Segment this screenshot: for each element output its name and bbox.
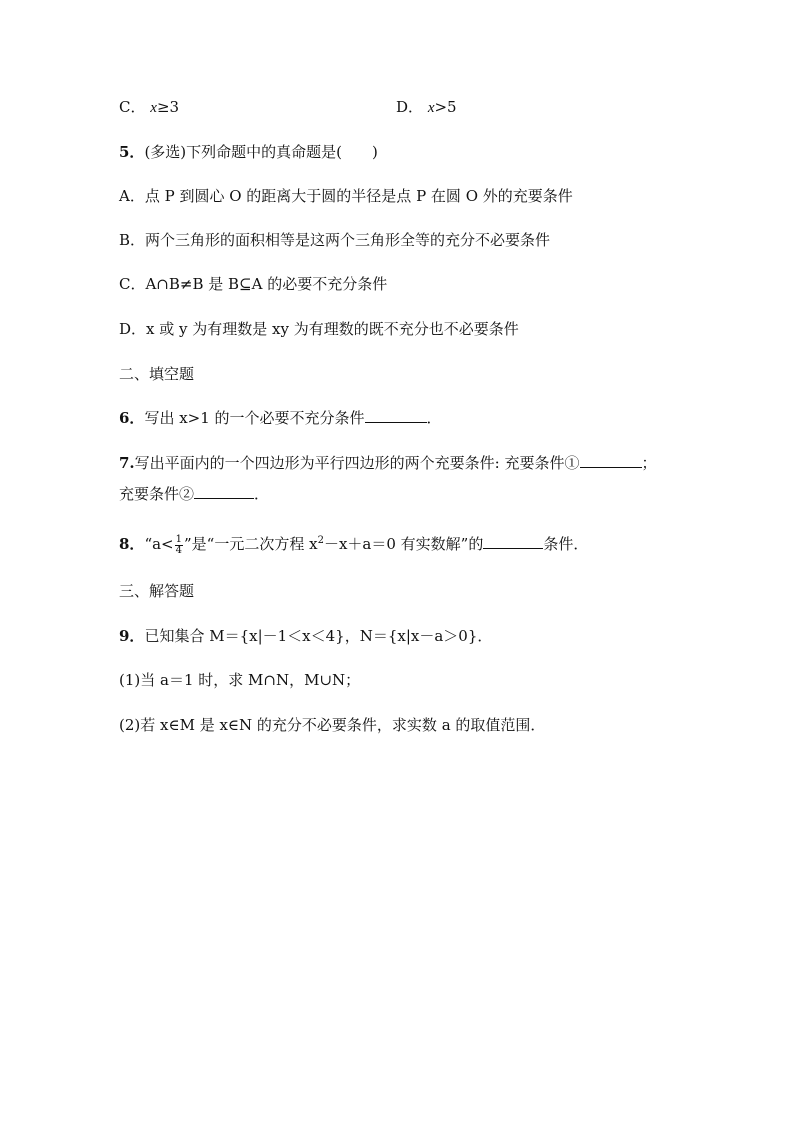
q9-part-1: (1)当 a＝1 时，求 M∩N，M∪N； — [119, 671, 361, 689]
q7-answer-blank-1[interactable] — [580, 453, 642, 468]
fraction-one-quarter: $\frac{1}{4}$ — [175, 533, 182, 556]
q5-option-a: A．点 P 到圆心 O 的距离大于圆的半径是点 P 在圆 O 外的充要条件 — [119, 187, 573, 205]
q6-answer-blank[interactable] — [365, 408, 427, 423]
q5-option-d: D．x 或 y 为有理数是 xy 为有理数的既不充分也不必要条件 — [119, 320, 519, 338]
q7-line2: 充要条件② ． — [119, 485, 270, 503]
q9-part-2: (2)若 x∈M 是 x∈N 的充分不必要条件，求实数 a 的取值范围． — [119, 716, 546, 734]
q5-number: 5． — [119, 143, 145, 161]
q5-option-c: C．A∩B≠B 是 B⊆A 的必要不充分条件 — [119, 275, 388, 293]
q8: 8．“a< $\frac{1}{4}$ ”是“一元二次方程 $x^2-x+a=0$ 有实数解”的 条件． — [119, 533, 589, 556]
q9-stem: 9．已知集合 M＝{x|－1＜x＜4}，N＝{x|x－a＞0}． — [119, 627, 493, 645]
q4-option-d: D． x>5 — [396, 98, 457, 116]
section-solution-heading: 三、解答题 — [119, 582, 195, 600]
q5-option-b: B．两个三角形的面积相等是这两个三角形全等的充分不必要条件 — [119, 231, 551, 249]
q4-option-c: C． x≥3 — [119, 98, 180, 116]
q6: 6．写出 x>1 的一个必要不充分条件 ． — [119, 409, 442, 427]
q7-line1: 7.写出平面内的一个四边形为平行四边形的两个充要条件: 充要条件① ； — [119, 454, 657, 472]
q7-answer-blank-2[interactable] — [194, 484, 254, 499]
q8-answer-blank[interactable] — [483, 534, 543, 549]
section-fill-in-heading: 二、填空题 — [119, 365, 195, 383]
q5-stem: 5．(多选)下列命题中的真命题是( ) — [119, 143, 378, 161]
